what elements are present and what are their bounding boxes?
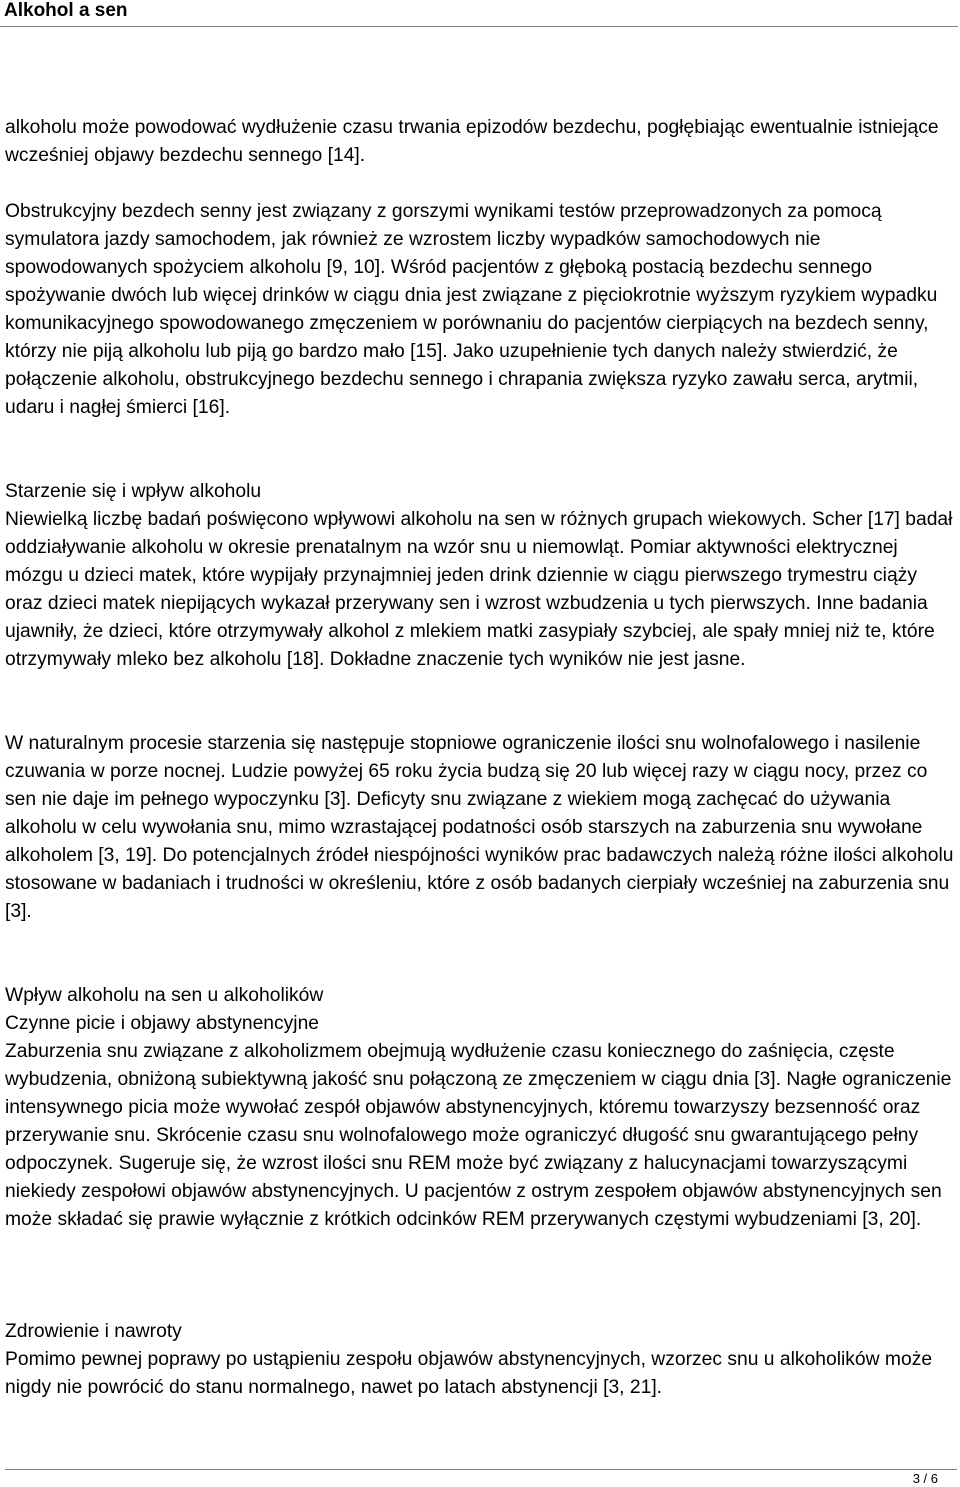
paragraph-text: alkoholu może powodować wydłużenie czasu trwania epizodów bezdechu, pogłębiając ewentualnie istniejące wcześniej objawy bezdechu sennego [14]. xyxy=(5,117,939,166)
section-aging xyxy=(5,478,957,674)
paragraph-text: W naturalnym procesie starzenia się następuje stopniowe ograniczenie ilości snu wolnofalowego i nasilenie czuwania w porze nocnej. Ludzie powyżej 65 roku życia budzą się 20 lub więcej razy w ciągu nocy, przez co sen nie daje im pełnego wypoczynku [3]. Deficyty snu związane z wiekiem mogą zachęcać do używania alkoholu w celu wywołania snu, mimo wzrastającej podatności osób starszych na zaburzenia snu wywołane alkoholem [3, 19]. Do potencjalnych źródeł niespójności wyników prac badawczych należą różne ilości alkoholu stosowane w badaniach i trudności w określeniu, które z osób badanych cierpiały wcześniej na zaburzenia snu [3]. xyxy=(5,733,954,922)
section-heading-alcoholics: Wpływ alkoholu na sen u alkoholików xyxy=(5,985,324,1006)
footer-divider xyxy=(5,1469,957,1470)
document-title: Alkohol a sen xyxy=(4,0,128,21)
paragraph-obstructive-apnea xyxy=(5,198,957,422)
paragraph-text: Niewielką liczbę badań poświęcono wpływowi alkoholu na sen w różnych grupach wiekowych. Scher [17] badał oddziaływanie alkoholu w okresie prenatalnym na wzór snu u niemowląt. Pomiar aktywności elektrycznej mózgu u dzieci matek, które wypijały przynajmniej jeden drink dziennie w ciągu pierwszego trymestru ciąży oraz dzieci matek niepijących wykazał przerywany sen i wzrost wzbudzenia u tych pierwszych. Inne badania ujawniły, że dzieci, które otrzymywały alkohol z mlekiem matki zasypiały szybciej, ale spały mniej niż te, które otrzymywały mleko bez alkoholu [18]. Dokładne znaczenie tych wyników nie jest jasne. xyxy=(5,509,953,670)
section-alcoholics xyxy=(5,982,957,1234)
section-heading-recovery: Zdrowienie i nawroty xyxy=(5,1321,182,1342)
paragraph-text: Zaburzenia snu związane z alkoholizmem obejmują wydłużenie czasu koniecznego do zaśnięcia, częste wybudzenia, obniżoną subiektywną jakość snu połączoną ze zmęczeniem w ciągu dnia [3]. Nagłe ograniczenie intensywnego picia może wywołać zespół objawów abstynencyjnych, któremu towarzyszy bezsenność oraz przerywanie snu. Skrócenie czasu snu wolnofalowego może ograniczyć długość snu gwarantującego pełny odpoczynek. Sugeruje się, że wzrost ilości snu REM może być związany z halucynacjami towarzyszącymi niekiedy zespołowi objawów abstynencyjnych. U pacjentów z ostrym zespołem objawów abstynencyjnych sen może składać się prawie wyłącznie z krótkich odcinków REM przerywanych częstymi wybudzeniami [3, 20]. xyxy=(5,1041,952,1230)
header-divider xyxy=(0,26,958,27)
paragraph-natural-aging xyxy=(5,730,957,926)
subsection-heading-withdrawal: Czynne picie i objawy abstynencyjne xyxy=(5,1013,320,1034)
paragraph-apnea-continuation xyxy=(5,114,957,170)
paragraph-text: Pomimo pewnej poprawy po ustąpieniu zespołu objawów abstynencyjnych, wzorzec snu u alkoholików może nigdy nie powrócić do stanu normalnego, nawet po latach abstynencji [3, 21]. xyxy=(5,1349,933,1398)
section-recovery xyxy=(5,1318,957,1402)
section-heading-aging: Starzenie się i wpływ alkoholu xyxy=(5,481,262,502)
page-number: 3 / 6 xyxy=(912,1471,938,1486)
paragraph-text: Obstrukcyjny bezdech senny jest związany z gorszymi wynikami testów przeprowadzonych za pomocą symulatora jazdy samochodem, jak również ze wzrostem liczby wypadków samochodowych nie spowodowanych spożyciem alkoholu [9, 10]. Wśród pacjentów z głęboką postacią bezdechu sennego spożywanie dwóch lub więcej drinków w ciągu dnia jest związane z pięciokrotnie wyższym ryzykiem wypadku komunikacyjnego spowodowanego zmęczeniem w porównaniu do pacjentów cierpiących na bezdech senny, którzy nie piją alkoholu lub piją go bardzo mało [15]. Jako uzupełnienie tych danych należy stwierdzić, że połączenie alkoholu, obstrukcyjnego bezdechu sennego i chrapania zwiększa ryzyko zawału serca, arytmii, udaru i nagłej śmierci [16]. xyxy=(5,201,938,418)
